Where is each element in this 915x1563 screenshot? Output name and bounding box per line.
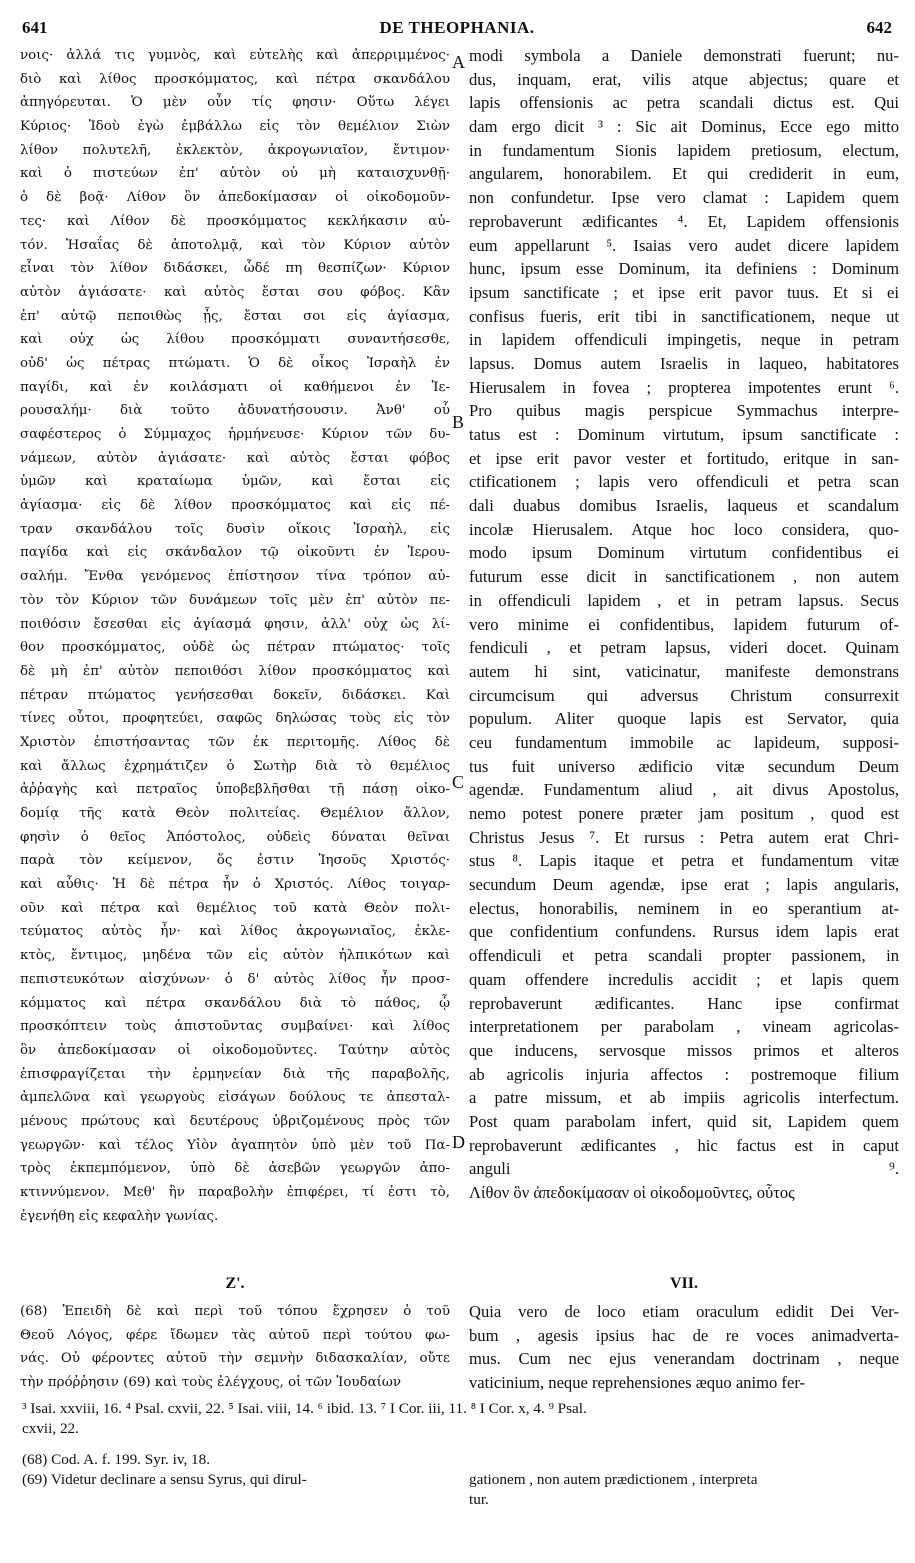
greek-text-line: οῦν καὶ πέτρα καὶ θεμέλιος τοῦ κατὰ Θεὸν πολι- — [20, 900, 450, 916]
latin-section-text — [469, 1300, 899, 1395]
latin-text-line: lapis offensionis ac petra scandali dictus est. Qui — [469, 93, 899, 113]
latin-text-line: interpretationem per parabolam , vineam agricolas- — [469, 1017, 899, 1037]
greek-text-line: νοις· ἀλλά τις γυμνὸς, καὶ εὐτελὴς καὶ ἀπερριμμένος· — [20, 48, 450, 63]
page-number-left: 641 — [22, 18, 48, 37]
greek-text-line: ἐπ' αὐτῷ πεποιθὼς ᾖς, ἔσται σοι εἰς ἁγίασμα, — [20, 308, 450, 324]
greek-text-line: σαφέστερος ὁ Σύμμαχος ἡρμήνευσε· Κύριον τῶν δυ- — [20, 427, 450, 442]
greek-text-line: τεύματος αὐτὸς ἦν· καὶ λίθος ἀκρογωνιαῖος, ἐκλε- — [20, 924, 450, 940]
greek-section-line: τὴν πρόῤῥησιν (69) καὶ τοὺς ἐλέγχους, οἱ τῶν Ἰουδαίων — [20, 1375, 401, 1391]
latin-text-line: non confundetur. Ipse vero clamat : Lapidem quem — [469, 188, 899, 208]
greek-text-line: οὐδ' ὡς πέτρας πτώματι. Ὁ δὲ οἶκος Ἰσραὴλ ἐν — [20, 355, 450, 371]
page-header — [22, 18, 892, 46]
greek-text-line: πέτραν πτώματος γενήσεσθαι δοκεῖν, διδάσκει. Καὶ — [20, 687, 450, 703]
greek-text-line: θον προσκόμματος, οὐδὲ ὡς πέτραν πτώματος· τοῖς — [20, 640, 450, 656]
greek-text-line: ὃν ἀπεδοκίμασαν οἱ οἰκοδομοῦντες. Ταύτην αὐτὸς — [20, 1042, 450, 1058]
greek-text-line: μένους πρώτους καὶ δευτέρους ὑβριζομένους πρὸς τῶν — [20, 1113, 450, 1129]
footnote-refs-line1: ³ Isai. xxviii, 16. ⁴ Psal. cxvii, 22. ⁵ Isai. viii, 14. ⁶ ibid. 13. ⁷ I Cor. iii, 11. ⁸ I Cor. x, 4. ⁹ Psal. — [22, 1400, 587, 1417]
latin-text-line: quam offendere incredulis accidit ; et lapis quem — [469, 969, 899, 989]
latin-text-line: ceu fundamentum immobile ac lapideum, supposi- — [469, 732, 899, 752]
greek-text-line: νάμεων, αὐτὸν ἁγιάσατε· καὶ αὐτὸς ἔσται φόβος — [20, 450, 450, 466]
latin-section-line: mus. Cum nec ejus venerandam doctrinam , neque — [469, 1349, 899, 1369]
greek-text-line: γεωργῶν· καὶ τέλος Υἱὸν ἀγαπητὸν ὑπὸ μὲν τοῦ Πα- — [20, 1137, 450, 1153]
latin-text-line: fendiculi , et petram lapsus, videri docet. Quinam — [469, 638, 899, 658]
latin-text-line: hunc, ipsum esse Dominum, ita definiens : Dominum — [469, 259, 899, 279]
greek-column — [20, 44, 450, 1228]
page-number-right: 642 — [866, 18, 892, 37]
greek-text-line: προσκόπτειν τοὺς ἀπιστοῦντας συμβαίνει· καὶ λίθος — [20, 1019, 450, 1035]
greek-text-line: κτιννύμενον. Μεθ' ἣν παραβολὴν ἐπιφέρει, τί ἐστι τὸ, — [20, 1185, 450, 1200]
latin-text-line: a patre missum, et ab impiis agricolis interfectum. — [469, 1088, 899, 1108]
latin-text-line: que confidentium confundens. Rursus idem lapis erat — [469, 922, 899, 942]
greek-text-line: ἁγίασμα· εἰς δὲ λίθον προσκόμματος καὶ εἰς πέ- — [20, 498, 450, 514]
footnote-refs-line2: cxvii, 22. — [22, 1420, 79, 1437]
greek-text-line: ρουσαλήμ· διὰ τοῦτο ἀδυνατήσουσιν. Ἀνθ' οὗ — [20, 403, 450, 419]
latin-text-line: reprobaverunt ædificantes. Hanc ipse confirmat — [469, 993, 899, 1013]
greek-text-line: δομίᾳ τῆς κατὰ Θεὸν πολιτείας. Θεμέλιον ἄλλον, — [20, 806, 450, 821]
latin-text-line: incolæ Hierusalem. Atque hoc loco considera, quo- — [469, 519, 899, 539]
greek-section-line: Θεοῦ Λόγος, φέρε ἴδωμεν τὰς αὐτοῦ περὶ τούτου φω- — [20, 1327, 450, 1343]
latin-text-line: secundum Deum agendæ, ipse erat ; lapis angularis, — [469, 875, 899, 895]
greek-text-line: τρὸς ἐκπεμπόμενον, ὑπὸ δὲ ἀσεβῶν γεωργῶν ἀπο- — [20, 1161, 450, 1177]
greek-text-line: αὐτὸν ἁγιάσατε· καὶ αὐτὸς ἔσται σου φόβος. Κἂν — [20, 284, 450, 300]
greek-text-line: τὸν τὸν Κύριον τῶν δυνάμεων τοῖς μὲν ἐπ' αὐτὸν πε- — [20, 592, 450, 608]
latin-section-line: Quia vero de loco etiam oraculum edidit Dei Ver- — [469, 1302, 899, 1321]
greek-text-line: καὶ ἄλλως ἐχρημάτιζεν ὁ Σωτὴρ διὰ τὸ θεμέλιος — [20, 758, 450, 774]
greek-text-line: πεπιστευκότων αἰσχύνων· ὁ δ' αὐτὸς λίθος ἦν προσ- — [20, 971, 450, 987]
latin-text-line: stus ⁸. Lapis itaque et petra et fundamentum vitæ — [469, 851, 899, 871]
greek-text-line: τες· καὶ Λίθον δὲ προσκόμματος κεκλήκασιν αὐ- — [20, 213, 450, 229]
latin-text-line: autem hi sint, vaticinatur, manifeste demonstrans — [469, 661, 899, 681]
greek-text-line: κόμματος καὶ πέτρα σκανδάλου διὰ τὸ πάθος, ᾧ — [20, 995, 450, 1011]
latin-text-line: reprobaverunt ædificantes ⁴. Et, Lapidem offensionis — [469, 211, 899, 231]
greek-text-line: ἀῤῥαγὴς καὶ πετραῖος ὑποβεβλῆσθαι τῇ πάσῃ οἰκο- — [20, 782, 450, 798]
latin-text-line: Post quam parabolam infert, quid sit, Lapidem quem — [469, 1111, 899, 1131]
greek-text-line: ὑμῶν καὶ κραταίωμα ὑμῶν, καὶ ἔσται εἰς — [20, 474, 450, 490]
greek-text-line: παγίδα καὶ εἰς σκάνδαλον τῷ οἰκοῦντι ἐν Ἱερου- — [20, 545, 450, 561]
latin-text-line: in offendiculi lapidem , et in petram lapsus. Secus — [469, 590, 899, 610]
latin-text-line: agendæ. Fundamentum aliud , ait divus Apostolus, — [469, 780, 899, 800]
latin-text-line: modi symbola a Daniele demonstrati fuerunt; nu- — [469, 46, 899, 65]
latin-text-line: Hierusalem in fovea ; propterea impotentes erunt ⁶. — [469, 377, 899, 397]
greek-text-line: ἀπηγόρευται. Ὁ μὲν οὖν τίς φησιν· Οὕτω λέγει — [20, 95, 450, 111]
latin-text-line: electus, honorabilis, neminem in eo sperantium at- — [469, 898, 899, 918]
greek-text-line: καὶ ὁ πιστεύων ἐπ' αὐτὸν οὐ μὴ καταισχυνθῇ· — [20, 166, 450, 182]
latin-text-line: que inducens, servosque missos primos et alteros — [469, 1040, 899, 1060]
latin-text-line: circumcisum qui adversus Christum consurrexit — [469, 685, 899, 705]
latin-text-line: populum. Aliter quoque lapis est Servator, quia — [469, 709, 899, 729]
greek-text-line: ἀμπελῶνα καὶ γεωργοὺς εἰσάγων δούλους τε ἀπεσταλ- — [20, 1090, 450, 1106]
greek-text-line: σαλήμ. Ἔνθα γενόμενος ἐπίστησον τίνα τρόπον αὐ- — [20, 569, 450, 585]
margin-marker-c: C — [452, 772, 465, 792]
latin-text-line: tatus est : Dominum virtutum, ipsum sanctificate : — [469, 425, 899, 444]
latin-text-line: reprobaverunt ædificantes , hic factus est in caput — [469, 1135, 899, 1155]
greek-section-heading: Ζ'. — [225, 1275, 245, 1292]
latin-text-line: futurum esse dicit in sanctificationem , non autem — [469, 567, 899, 587]
latin-text-line: lapsus. Domus autem Israelis in laqueo, habitatores — [469, 353, 899, 373]
greek-text-line: παγίδι, καὶ ἐν κοιλάσματι οἱ καθήμενοι ἐν Ἱε- — [20, 379, 450, 395]
latin-text-line: ctificationem ; lapis vero offendiculi et petra scan — [469, 472, 899, 492]
greek-text-line: καὶ οὐχ ὡς λίθου προσκόμματι συναντήσεσθε, — [20, 332, 450, 348]
latin-text-line: tus fuit universo ædificio vitæ secundum Deum — [469, 756, 899, 776]
latin-text-line: modo ipsum Dominum virtutum confidentibus ei — [469, 543, 899, 563]
greek-text-line: ἐπισφραγίζεται τὴν ἑρμηνείαν διὰ τῆς παραβολῆς, — [20, 1066, 450, 1082]
greek-text-line: δὲ μὴ ἐπ' αὐτὸν πεποιθόσι λίθον προσκόμματος καὶ — [20, 663, 450, 679]
footnote-69-continued-2: tur. — [469, 1491, 489, 1508]
latin-text-line: dali duabus domibus Israelis, laqueus et scandalum — [469, 496, 899, 516]
margin-marker-b: B — [452, 412, 465, 432]
greek-text-line: καὶ αὖθις· Ἡ δὲ πέτρα ἦν ὁ Χριστός. Λίθος τοιγαρ- — [20, 877, 450, 893]
greek-text-line: ὁ δὲ βοᾷ· Λίθον ὃν ἀπεδοκίμασαν οἱ οἰκοδομοῦν- — [20, 190, 450, 206]
greek-text-line: Κύριος· Ἰδοὺ ἐγὼ ἐμβάλλω εἰς τὸν θεμέλιον Σιὼν — [20, 119, 450, 135]
greek-text-line: Χριστὸν ἐπιστήσαντας τῶν ἐκ περιτομῆς. Λίθος δὲ — [20, 734, 450, 750]
latin-section-line: vaticinium, neque reprehensiones æquo animo fer- — [469, 1373, 806, 1393]
margin-marker-a: A — [452, 52, 465, 72]
latin-text-line: vero minime ei confidentibus, lapidem futurum of- — [469, 614, 899, 634]
latin-text-line: Pro quibus magis perspicue Symmachus interpre- — [469, 401, 899, 421]
margin-marker-d: D — [452, 1132, 465, 1152]
footnote-69: (69) Videtur declinare a sensu Syrus, qui dirul- — [22, 1471, 307, 1488]
latin-text-line: Λίθον ὃν ἀπεδοκίμασαν οἱ οἰκοδομοῦντες, οὗτος — [469, 1183, 795, 1202]
greek-text-line: παρὰ τὸν κείμενον, ὅς ἐστιν Ἰησοῦς Χριστός· — [20, 853, 450, 869]
latin-column — [469, 44, 899, 1205]
latin-text-line: anguli ⁹. — [469, 1159, 899, 1179]
latin-text-line: nemo potest ponere præter jam positum , quod est — [469, 804, 899, 823]
footnote-69-continued-1: gationem , non autem prædictionem , interpreta — [469, 1471, 758, 1488]
latin-text-line: Christus Jesus ⁷. Et rursus : Petra autem erat Chri- — [469, 827, 899, 847]
greek-text-line: τόν. Ἡσαΐας δὲ ἀποτολμᾷ, καὶ τὸν Κύριον αὐτὸν — [20, 237, 450, 253]
latin-section-line: bum , agesis ipsius hac de re voces animadverta- — [469, 1325, 899, 1345]
latin-text-line: ab agricolis injuria affectos : postremoque filium — [469, 1064, 899, 1084]
greek-text-line: διὸ καὶ λίθος προσκόμματος, καὶ πέτρα σκανδάλου — [20, 71, 450, 87]
latin-text-line: dam ergo dicit ³ : Sic ait Dominus, Ecce ego mitto — [469, 117, 899, 137]
greek-text-line: ποιθόσιν ἔσεσθαι εἰς ἁγίασμά φησιν, ἀλλ' οὐχ ὡς λί- — [20, 616, 450, 632]
latin-text-line: ipsum sanctificate ; et ipse erit pavor tuus. Et si ei — [469, 282, 899, 302]
latin-section-heading: VII. — [669, 1275, 698, 1292]
greek-text-line: τραν σκανδάλου τοῖς δυσὶν οἴκοις Ἰσραὴλ, εἰς — [20, 521, 450, 537]
greek-text-line: κτὸς, ἔντιμος, μηδένα τῶν εἰς αὐτὸν ἠλπικότων καὶ — [20, 948, 450, 964]
latin-text-line: in fundamentum Sionis lapidem pretiosum, electum, — [469, 140, 899, 160]
latin-text-line: in lapidem offendiculi impingetis, neque in petram — [469, 330, 899, 350]
greek-text-line: ἐγενήθη εἰς κεφαλὴν γωνίας. — [20, 1208, 219, 1224]
greek-section-line: (68) Ἐπειδὴ δὲ καὶ περὶ τοῦ τόπου ἔχρησεν ὁ τοῦ — [20, 1304, 450, 1319]
latin-text-line: et ipse erit pavor vester et fortitudo, eritque in san- — [469, 448, 899, 468]
footnote-68: (68) Cod. A. f. 199. Syr. iv, 18. — [22, 1451, 211, 1468]
latin-text-line: dus, inquam, erat, vilis atque abjectus; quare et — [469, 69, 899, 89]
running-title: DE THEOPHANIA. — [379, 18, 535, 37]
greek-text-line: τίνες οὗτοι, προφητεύει, σαφῶς δηλώσας τοὺς εἰς τὸν — [20, 711, 450, 727]
greek-text-line: εἶναι τὸν λίθον διδάσκει, ὧδέ πη θεσπίζων· Κύριον — [20, 261, 450, 277]
latin-text-line: confisus fueris, erit tibi in sanctificationem, neque ut — [469, 306, 899, 326]
greek-text-line: φησὶν ὁ θεῖος Ἀπόστολος, οὐδεὶς δύναται θεῖναι — [20, 829, 450, 845]
greek-text-line: λίθον πολυτελῆ, ἐκλεκτὸν, ἀκρογωνιαῖον, ἔντιμον· — [20, 142, 450, 158]
latin-text-line: angularem, honorabilem. Et qui crediderit in eum, — [469, 164, 899, 184]
latin-text-line: eum appellarunt ⁵. Isaias vero audet dicere lapidem — [469, 235, 899, 255]
latin-text-line: offendiculi et petra scandali propter passionem, in — [469, 946, 899, 966]
greek-section-line: νάς. Οὐ φέροντες αὐτοῦ τὴν σεμνὴν διδασκαλίαν, οὔτε — [20, 1351, 450, 1367]
greek-section-text — [20, 1300, 450, 1395]
